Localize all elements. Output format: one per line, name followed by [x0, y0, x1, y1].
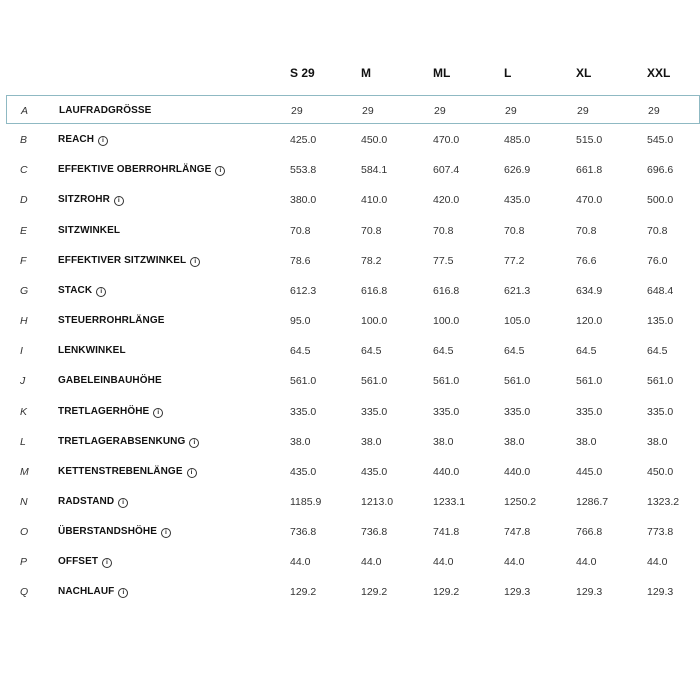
info-icon[interactable]: i [98, 136, 108, 146]
row-letter: J [20, 375, 26, 388]
value-cell: 616.8 [433, 284, 460, 297]
table-row [6, 487, 700, 517]
value-cell: 38.0 [433, 435, 454, 448]
row-label [58, 345, 126, 356]
value-cell: 44.0 [290, 556, 311, 569]
row-letter: I [20, 345, 23, 358]
value-cell: 44.0 [647, 556, 668, 569]
info-icon[interactable]: i [118, 498, 128, 508]
value-cell: 70.8 [647, 224, 668, 237]
value-cell: 661.8 [576, 164, 603, 177]
size-header-cell[interactable]: ML [433, 66, 451, 80]
value-cell: 129.3 [504, 586, 531, 599]
value-cell: 440.0 [504, 465, 531, 478]
row-label [58, 194, 124, 206]
row-label-text: SITZROHR [58, 194, 110, 206]
value-cell: 70.8 [504, 224, 525, 237]
row-label [58, 164, 225, 176]
row-label [58, 526, 171, 538]
value-cell: 445.0 [576, 465, 603, 478]
value-cell: 38.0 [361, 435, 382, 448]
value-cell: 736.8 [290, 526, 317, 539]
value-cell: 380.0 [290, 194, 317, 207]
value-cell: 129.3 [576, 586, 603, 599]
row-label [58, 466, 197, 478]
row-label-text: OFFSET [58, 556, 99, 568]
value-cell: 553.8 [290, 164, 317, 177]
value-cell: 773.8 [647, 526, 674, 539]
table-row [6, 95, 700, 124]
value-cell: 747.8 [504, 526, 531, 539]
size-header-cell[interactable]: XXL [647, 66, 671, 80]
row-label-text: STEUERROHRLÄNGE [58, 315, 165, 327]
value-cell: 335.0 [647, 405, 674, 418]
value-cell: 696.6 [647, 164, 674, 177]
value-cell: 561.0 [647, 375, 674, 388]
table-row [6, 427, 700, 457]
row-label-text: REACH [58, 134, 95, 146]
value-cell: 44.0 [504, 556, 525, 569]
value-cell: 435.0 [290, 465, 317, 478]
table-row [6, 336, 700, 366]
value-cell: 435.0 [361, 465, 388, 478]
value-cell: 626.9 [504, 164, 531, 177]
value-cell: 129.2 [433, 586, 460, 599]
value-cell: 1250.2 [504, 495, 537, 508]
value-cell: 70.8 [361, 224, 382, 237]
value-cell: 561.0 [504, 375, 531, 388]
row-label [58, 134, 108, 146]
value-cell: 607.4 [433, 164, 460, 177]
value-cell: 29 [505, 105, 517, 117]
row-letter: C [20, 164, 28, 177]
table-row [6, 397, 700, 427]
row-label [58, 375, 162, 386]
row-label [58, 225, 120, 236]
value-cell: 29 [291, 105, 303, 117]
value-cell: 545.0 [647, 134, 674, 147]
row-label [58, 255, 200, 267]
value-cell: 425.0 [290, 134, 317, 147]
row-letter: K [20, 405, 28, 418]
value-cell: 561.0 [433, 375, 460, 388]
table-row [6, 216, 700, 246]
row-label-text: LENKWINKEL [58, 345, 126, 357]
value-cell: 76.0 [647, 254, 668, 267]
row-letter: H [20, 315, 28, 328]
value-cell: 29 [648, 105, 660, 117]
value-cell: 38.0 [647, 435, 668, 448]
row-label [59, 105, 151, 116]
value-cell: 515.0 [576, 134, 603, 147]
value-cell: 435.0 [504, 194, 531, 207]
value-cell: 78.2 [361, 254, 382, 267]
value-cell: 335.0 [576, 405, 603, 418]
row-letter: F [20, 254, 27, 267]
row-letter: N [20, 495, 28, 508]
table-row [6, 125, 700, 155]
row-label [58, 496, 128, 508]
value-cell: 64.5 [576, 345, 597, 358]
table-row [6, 246, 700, 276]
row-label-text: SITZWINKEL [58, 224, 121, 236]
value-cell: 335.0 [504, 405, 531, 418]
value-cell: 335.0 [361, 405, 388, 418]
value-cell: 129.3 [647, 586, 674, 599]
value-cell: 44.0 [361, 556, 382, 569]
table-row [6, 577, 700, 607]
value-cell: 70.8 [290, 224, 311, 237]
value-cell: 100.0 [361, 315, 388, 328]
value-cell: 44.0 [576, 556, 597, 569]
value-cell: 450.0 [647, 465, 674, 478]
value-cell: 485.0 [504, 134, 531, 147]
row-label [58, 406, 163, 418]
value-cell: 76.6 [576, 254, 597, 267]
info-icon[interactable]: i [189, 438, 199, 448]
value-cell: 77.2 [504, 254, 525, 267]
value-cell: 78.6 [290, 254, 311, 267]
row-label [58, 315, 165, 326]
value-cell: 440.0 [433, 465, 460, 478]
row-letter: E [20, 224, 28, 237]
value-cell: 616.8 [361, 284, 388, 297]
value-cell: 1185.9 [290, 495, 322, 508]
info-icon[interactable]: i [96, 287, 106, 297]
value-cell: 584.1 [361, 164, 388, 177]
row-letter: G [20, 284, 29, 297]
value-cell: 1323.2 [647, 495, 680, 508]
value-cell: 741.8 [433, 526, 460, 539]
value-cell: 64.5 [504, 345, 525, 358]
row-label [58, 436, 199, 448]
value-cell: 766.8 [576, 526, 603, 539]
table-row [6, 276, 700, 306]
value-cell: 648.4 [647, 284, 674, 297]
value-cell: 410.0 [361, 194, 388, 207]
row-letter: L [20, 435, 26, 448]
table-row [6, 547, 700, 577]
info-icon[interactable]: i [153, 408, 163, 418]
value-cell: 634.9 [576, 284, 603, 297]
value-cell: 135.0 [647, 315, 674, 328]
value-cell: 70.8 [576, 224, 597, 237]
row-label-text: TRETLAGERHÖHE [58, 405, 150, 417]
row-letter: P [20, 556, 28, 569]
table-row [6, 306, 700, 336]
value-cell: 1213.0 [361, 495, 394, 508]
row-letter: A [21, 105, 29, 117]
row-label-text: EFFEKTIVE OBERROHRLÄNGE [58, 164, 212, 176]
row-letter: O [20, 526, 29, 539]
size-header-cell[interactable]: XL [576, 66, 592, 80]
value-cell: 335.0 [290, 405, 317, 418]
row-label-text: LAUFRADGRÖSSE [59, 105, 152, 116]
value-cell: 450.0 [361, 134, 388, 147]
value-cell: 100.0 [433, 315, 460, 328]
value-cell: 38.0 [576, 435, 597, 448]
table-row [6, 366, 700, 396]
value-cell: 561.0 [361, 375, 388, 388]
row-label [58, 556, 112, 568]
value-cell: 38.0 [504, 435, 525, 448]
value-cell: 129.2 [361, 586, 388, 599]
row-label-text: NACHLAUF [58, 586, 115, 598]
value-cell: 335.0 [433, 405, 460, 418]
value-cell: 77.5 [433, 254, 454, 267]
row-label [58, 285, 106, 297]
table-row [6, 155, 700, 185]
value-cell: 129.2 [290, 586, 317, 599]
value-cell: 1233.1 [433, 495, 466, 508]
value-cell: 105.0 [504, 315, 531, 328]
size-header-row [0, 58, 700, 86]
value-cell: 420.0 [433, 194, 460, 207]
value-cell: 29 [362, 105, 374, 117]
value-cell: 470.0 [433, 134, 460, 147]
value-cell: 621.3 [504, 284, 531, 297]
row-label-text: ÜBERSTANDSHÖHE [58, 526, 157, 538]
row-label-text: GABELEINBAUHÖHE [58, 375, 162, 387]
row-letter: D [20, 194, 28, 207]
table-row [6, 517, 700, 547]
info-icon[interactable]: i [161, 528, 171, 538]
info-icon[interactable]: i [190, 257, 200, 267]
value-cell: 120.0 [576, 315, 603, 328]
value-cell: 64.5 [433, 345, 454, 358]
size-header-cell[interactable]: L [504, 66, 512, 80]
row-label-text: TRETLAGERABSENKUNG [58, 435, 186, 447]
row-label-text: STACK [58, 284, 93, 296]
info-icon[interactable]: i [114, 196, 124, 206]
value-cell: 29 [434, 105, 446, 117]
table-row [6, 457, 700, 487]
info-icon[interactable]: i [118, 588, 128, 598]
row-letter: Q [20, 586, 29, 599]
info-icon[interactable]: i [187, 468, 197, 478]
value-cell: 470.0 [576, 194, 603, 207]
table-row [6, 185, 700, 215]
value-cell: 95.0 [290, 315, 311, 328]
value-cell: 38.0 [290, 435, 311, 448]
value-cell: 64.5 [647, 345, 668, 358]
value-cell: 64.5 [361, 345, 382, 358]
info-icon[interactable]: i [102, 558, 112, 568]
row-label [58, 586, 128, 598]
value-cell: 736.8 [361, 526, 388, 539]
value-cell: 561.0 [290, 375, 317, 388]
value-cell: 612.3 [290, 284, 317, 297]
value-cell: 500.0 [647, 194, 674, 207]
row-label-text: KETTENSTREBENLÄNGE [58, 465, 183, 477]
value-cell: 44.0 [433, 556, 454, 569]
row-label-text: EFFEKTIVER SITZWINKEL [58, 254, 187, 266]
row-letter: B [20, 134, 28, 147]
row-label-text: RADSTAND [58, 495, 115, 507]
info-icon[interactable]: i [215, 166, 225, 176]
row-letter: M [20, 465, 29, 478]
value-cell: 29 [577, 105, 589, 117]
value-cell: 1286.7 [576, 495, 609, 508]
size-header-cell[interactable]: M [361, 66, 371, 80]
size-header-cell[interactable]: S 29 [290, 66, 315, 80]
value-cell: 70.8 [433, 224, 454, 237]
value-cell: 561.0 [576, 375, 603, 388]
value-cell: 64.5 [290, 345, 311, 358]
